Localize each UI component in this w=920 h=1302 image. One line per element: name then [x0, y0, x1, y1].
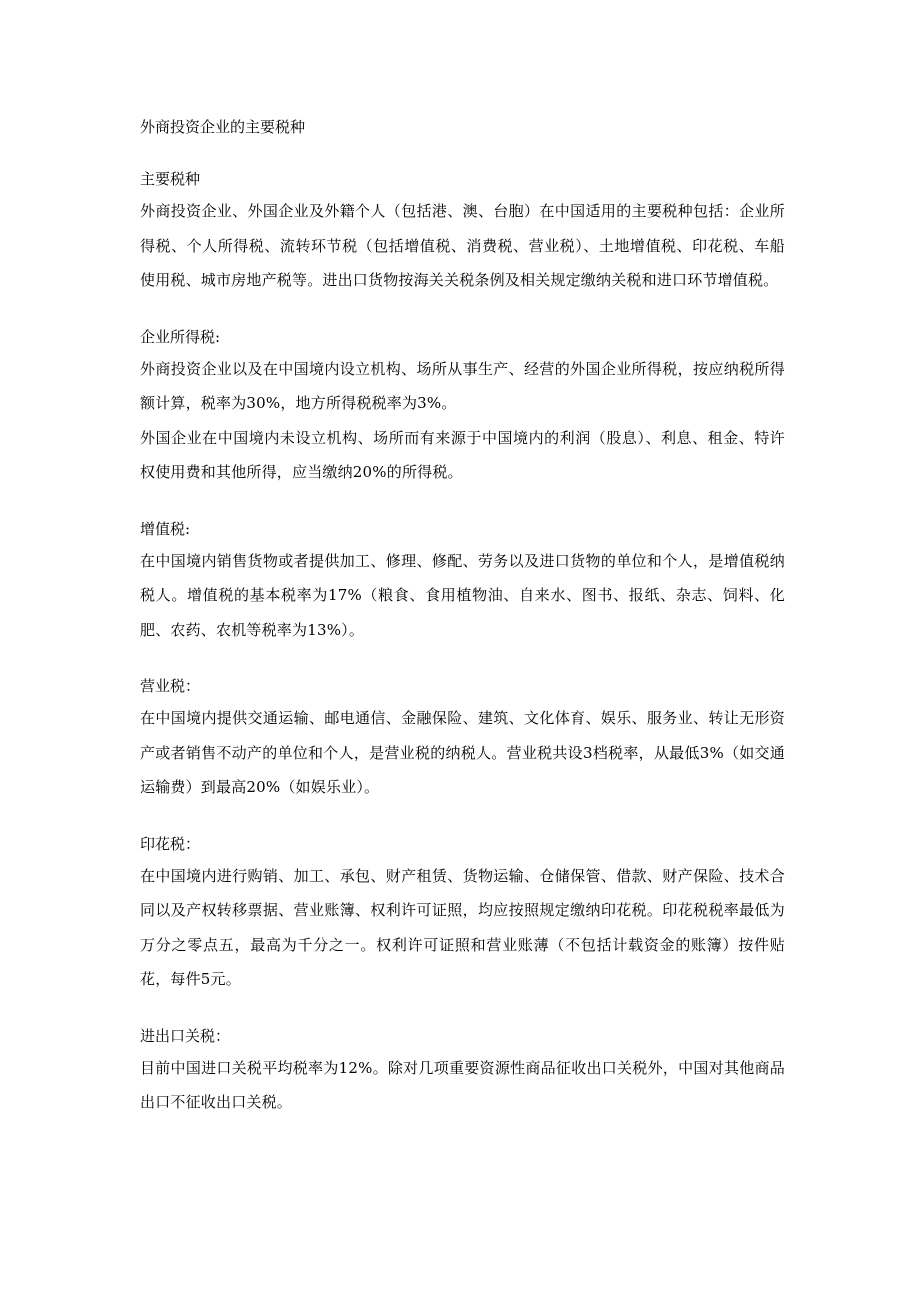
section-heading: 企业所得税:	[140, 327, 221, 346]
paragraph: 在中国境内提供交通运输、邮电通信、金融保险、建筑、文化体育、娱乐、服务业、转让无形资产或者销售不动产的单位和个人，是营业税的纳税人。营业税共设3档税率，从最低3%（如交通运输费）到最高20%（如娱乐业）。	[140, 709, 785, 796]
section-main-taxes	[140, 168, 785, 298]
document-title: 外商投资企业的主要税种	[140, 118, 306, 136]
section-heading: 印花税：	[140, 834, 201, 853]
document-page	[140, 116, 785, 1148]
section-heading: 营业税：	[140, 677, 201, 695]
section-heading: 进出口关税：	[140, 1026, 231, 1045]
paragraph: 目前中国进口关税平均税率为12%。除对几项重要资源性商品征收出口关税外，中国对其他商品出口不征收出口关税。	[140, 1058, 785, 1111]
paragraph: 外国企业在中国境内未设立机构、场所而有来源于中国境内的利润（股息）、利息、租金、特许权使用费和其他所得，应当缴纳20%的所得税。	[140, 428, 785, 481]
section-enterprise-income-tax	[140, 326, 785, 490]
paragraph: 外商投资企业、外国企业及外籍个人（包括港、澳、台胞）在中国适用的主要税种包括：企业所得税、个人所得税、流转环节税（包括增值税、消费税、营业税）、土地增值税、印花税、车船使用税、城市房地产税等。进出口货物按海关关税条例及相关规定缴纳关税和进口环节增值税。	[140, 202, 785, 289]
paragraph: 在中国境内销售货物或者提供加工、修理、修配、劳务以及进口货物的单位和个人，是增值税纳税人。增值税的基本税率为17%（粮食、食用植物油、自来水、图书、报纸、杂志、饲料、化肥、农药、农机等税率为13%）。	[140, 551, 785, 639]
section-heading: 主要税种	[140, 170, 201, 188]
section-stamp-tax	[140, 833, 785, 997]
paragraph: 在中国境内进行购销、加工、承包、财产租赁、货物运输、仓储保管、借款、财产保险、技术合同以及产权转移票据、营业账簿、权利许可证照，均应按照规定缴纳印花税。印花税税率最低为万分之零点五，最高为千分之一。权利许可证照和营业账薄（不包括计载资金的账簿）按件贴花，每件5元。	[140, 866, 785, 988]
section-customs-duty	[140, 1025, 785, 1120]
section-value-added-tax	[140, 518, 785, 648]
section-business-tax	[140, 675, 785, 805]
section-heading: 增值税:	[140, 519, 191, 538]
paragraph: 外商投资企业以及在中国境内设立机构、场所从事生产、经营的外国企业所得税，按应纳税所得额计算，税率为30%，地方所得税税率为3%。	[140, 359, 785, 412]
